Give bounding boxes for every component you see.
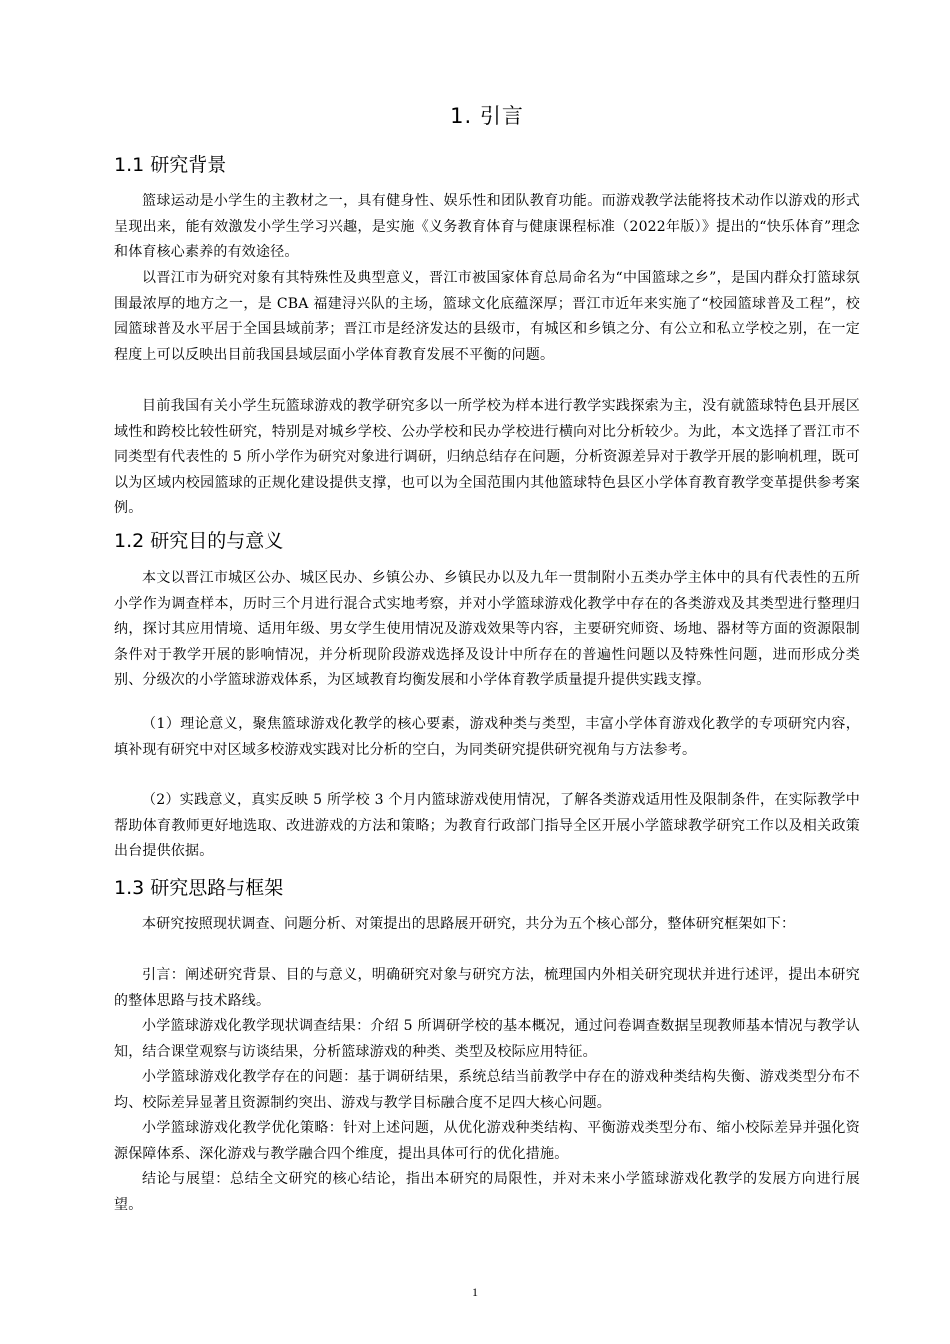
section-heading-background: 1.1 研究背景 — [114, 154, 227, 176]
paragraph: 小学篮球游戏化教学现状调查结果：介绍 5 所调研学校的基本概况，通过问卷调查数据呈现教师基本情况与教学认知，结合课堂观察与访谈结果，分析篮球游戏的种类、类型及校际应用特征。 — [114, 1018, 860, 1060]
paragraph: 以晋江市为研究对象有其特殊性及典型意义，晋江市被国家体育总局命名为“中国篮球之乡”，是国内群众打篮球氛围最浓厚的地方之一，是 CBA 福建浔兴队的主场，篮球文化底蕴深厚；晋江市近年来实施了“校园篮球普及工程”，校园篮球普及水平居于全国县域前茅；晋江市是经济发达的县级市，有城区和乡镇之分、有公立和私立学校之别，在一定程度上可以反映出目前我国县域层面小学体育教育发展不平衡的问题。 — [114, 270, 860, 363]
section-heading-purpose: 1.2 研究目的与意义 — [114, 530, 284, 552]
paragraph: 结论与展望：总结全文研究的核心结论，指出本研究的局限性，并对未来小学篮球游戏化教学的发展方向进行展望。 — [114, 1171, 860, 1213]
section-heading-framework: 1.3 研究思路与框架 — [114, 877, 284, 899]
paragraph: （1）理论意义，聚焦篮球游戏化教学的核心要素，游戏种类与类型，丰富小学体育游戏化教学的专项研究内容，填补现有研究中对区域多校游戏实践对比分析的空白，为同类研究提供研究视角与方法参考。 — [114, 716, 860, 758]
paragraph: 本研究按照现状调查、问题分析、对策提出的思路展开研究，共分为五个核心部分，整体研究框架如下： — [142, 916, 796, 932]
paragraph: （2）实践意义，真实反映 5 所学校 3 个月内篮球游戏使用情况，了解各类游戏适用性及限制条件，在实际教学中帮助体育教师更好地选取、改进游戏的方法和策略；为教育行政部门指导全区开展小学篮球教学研究工作以及相关政策出台提供依据。 — [114, 792, 860, 860]
paragraph: 本文以晋江市城区公办、城区民办、乡镇公办、乡镇民办以及九年一贯制附小五类办学主体中的具有代表性的五所小学作为调查样本，历时三个月进行混合式实地考察，并对小学篮球游戏化教学中存在的各类游戏及其类型进行整理归纳，探讨其应用情境、适用年级、男女学生使用情况及游戏效果等内容，主要研究师资、场地、器材等方面的资源限制条件对于教学开展的影响情况，并分析现阶段游戏选择及设计中所存在的普遍性问题以及特殊性问题，进而形成分类别、分级次的小学篮球游戏体系，为区域教育均衡发展和小学体育教学质量提升提供实践支撑。 — [114, 570, 860, 689]
paragraph: 小学篮球游戏化教学优化策略：针对上述问题，从优化游戏种类结构、平衡游戏类型分布、缩小校际差异并强化资源保障体系、深化游戏与教学融合四个维度，提出具体可行的优化措施。 — [114, 1120, 860, 1162]
page-number: 1 — [472, 1285, 478, 1299]
paragraph: 引言：阐述研究背景、目的与意义，明确研究对象与研究方法，梳理国内外相关研究现状并进行述评，提出本研究的整体思路与技术路线。 — [114, 967, 860, 1009]
paragraph: 目前我国有关小学生玩篮球游戏的教学研究多以一所学校为样本进行教学实践探索为主，没有就篮球特色县开展区域性和跨校比较性研究，特别是对城乡学校、公办学校和民办学校进行横向对比分析较少。为此，本文选择了晋江市不同类型有代表性的 5 所小学作为研究对象进行调研，归纳总结存在问题，分析资源差异对于教学开展的影响机理，既可以为区域内校园篮球的正规化建设提供支撑，也可以为全国范围内其他篮球特色县区小学体育教育教学变革提供参考案例。 — [114, 398, 860, 517]
chapter-title: 1. 引言 — [450, 104, 524, 128]
paragraph: 小学篮球游戏化教学存在的问题：基于调研结果，系统总结当前教学中存在的游戏种类结构失衡、游戏类型分布不均、校际差异显著且资源制约突出、游戏与教学目标融合度不足四大核心问题。 — [114, 1069, 860, 1111]
paragraph: 篮球运动是小学生的主教材之一，具有健身性、娱乐性和团队教育功能。而游戏教学法能将技术动作以游戏的形式呈现出来，能有效激发小学生学习兴趣，是实施《义务教育体育与健康课程标准（2022年版）》提出的“快乐体育”理念和体育核心素养的有效途径。 — [114, 193, 860, 261]
